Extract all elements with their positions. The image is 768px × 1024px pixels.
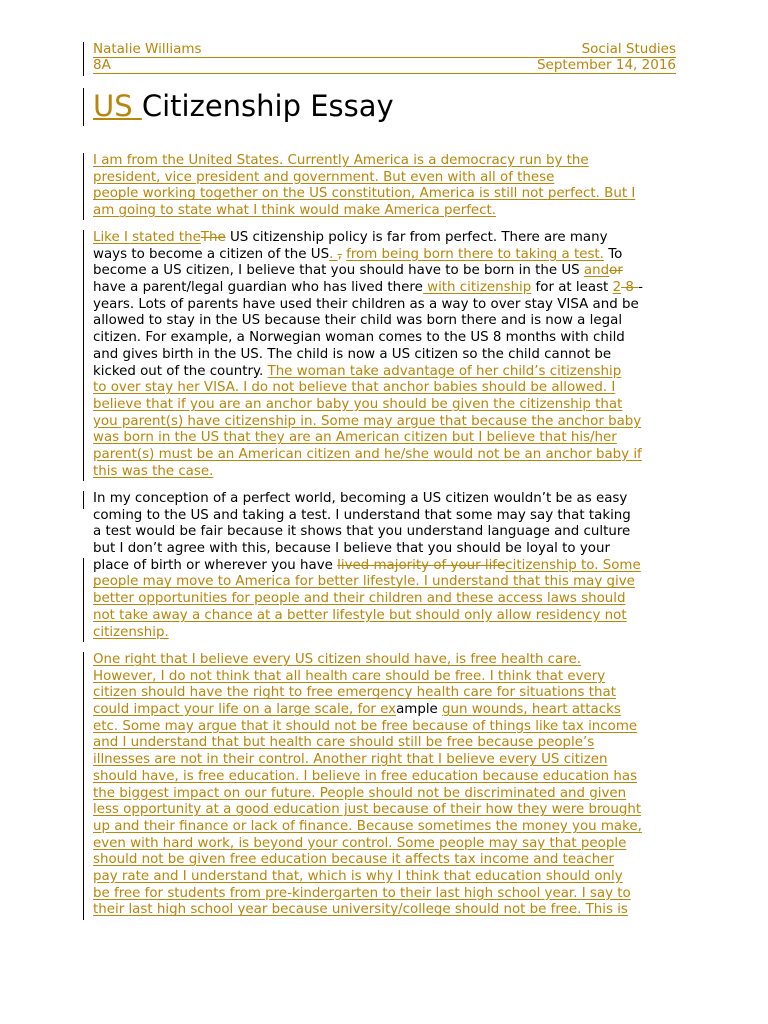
p4-line: However, I do not think that all health care should be free. I think that every [93,668,606,684]
p4-line: should have, is free education. I believe in free education because education has [93,768,638,784]
p2-inserted-line: parent(s) must be an American citizen and he/she would not be an anchor baby if [93,446,642,462]
p4-line: up and their finance or lack of finance. Because sometimes the money you make, [93,818,642,834]
p2-line-3 [93,263,683,280]
p4-line: even with hard work, is beyond your control. Some people may say that people [93,835,627,851]
p4-line: should not be given free education because it affects tax income and teacher [93,852,614,868]
p2-inserted-line: to over stay her VISA. I do not believe that anchor babies should be allowed. I [93,380,616,396]
p3-line: coming to the US and taking a test. I understand that some may say that taking [93,507,631,523]
paragraph-2 [93,230,683,480]
body-text: become a US citizen, I believe that you should have to be born in the US [93,263,584,279]
body-text: have a parent/legal guardian who has lived there [93,280,423,296]
p4-line: pay rate and I understand that, which is why I think that education should only [93,868,623,884]
change-bar-title [83,88,84,126]
change-bar-p2 [83,230,84,481]
p4-line: One right that I believe every US citizen should have, is free health care. [93,652,581,667]
change-bar-p4 [83,652,84,920]
change-bar-header [83,42,84,76]
p4-line: the biggest impact on our future. People should not be discriminated and given [93,785,627,801]
p2-inserted-line: was born in the US that they are an American citizen but I believe that his/her [93,430,617,446]
header-line-2 [93,58,676,74]
inserted-text: gun wounds, heart attacks [442,702,621,718]
p2-line-8: and gives birth in the US. The child is now a US citizen so the child cannot be [93,346,612,362]
document-header [93,42,676,76]
p1-line: president, vice president and government. But even with all of these [93,169,555,185]
inserted-text: and [583,263,610,279]
change-bar-p3b [83,558,84,642]
p2-line-7: citizen. For example, a Norwegian woman comes to the US 8 months with child [93,330,625,346]
title-text: Citizenship Essay [141,89,394,123]
p2-line-1 [93,230,683,247]
header-line-1 [93,42,676,58]
p2-line-2 [93,247,683,264]
p2-inserted-line: this was the case. [93,463,214,479]
date-label: September 14, 2016 [536,57,676,73]
p4-line: less opportunity at a good education just because of their how they were brought [93,802,642,818]
paragraph-4 [93,652,683,919]
body-text: for at least [531,280,613,296]
p1-line: people working together on the US constitution, America is still not perfect. But I [93,186,636,202]
p3-line: but I don’t agree with this, because I believe that you should be loyal to your [93,541,610,557]
page-title [93,86,394,126]
inserted-text: Like I stated the [93,230,201,245]
inserted-text: citizenship to. Some [505,557,641,573]
p4-line: their last high school year because university/college should not be free. This is [93,902,628,918]
body-text: ample [396,702,443,718]
change-bar-p3 [83,491,84,509]
change-bar-p1 [83,153,84,220]
p3-line: In my conception of a perfect world, becoming a US citizen wouldn’t be as easy [93,491,628,506]
inserted-text: with citizenship [422,280,532,296]
p3-line: a test would be fair because it shows that you understand language and culture [93,524,631,540]
deleted-text: lived majority of your life [337,557,506,573]
deleted-text: 8 [621,280,639,296]
subject-name: Social Studies [581,41,676,57]
p4-line: citizen should have the right to free emergency health care for situations that [93,685,616,701]
p3-inserted-line: not take away a chance at a better lifestyle but should only allow residency not [93,607,627,623]
p2-line-5: years. Lots of parents have used their children as a way to over stay VISA and be [93,296,639,312]
p1-line: I am from the United States. Currently America is a democracy run by the [93,153,589,168]
p2-line-9 [93,364,683,381]
p4-line: etc. Some may argue that it should not be free because of things like tax income [93,718,638,734]
p2-inserted-line: you parent(s) have citizenship in. Some may argue that because the anchor baby [93,413,642,429]
p4-line-4 [93,702,683,719]
p1-line: am going to state what I think would make America perfect. [93,203,497,219]
body-text: US citizenship policy is far from perfect. There are many [225,230,608,245]
p3-inserted-line: citizenship. [93,624,169,640]
body-text: kicked out of the country. [93,363,268,379]
inserted-text: The woman take advantage of her child’s citizenship [267,363,622,379]
p4-line: illnesses are not in their control. Another right that I believe every US citizen [93,752,608,768]
p2-inserted-line: believe that if you are an anchor baby you should be given the citizenship that [93,396,623,412]
inserted-text: from being born there to taking a test. [346,246,604,262]
inserted-text: could impact your life on a large scale, for ex [93,702,397,718]
body-text: - [638,280,643,296]
p2-line-4 [93,280,683,297]
deleted-text: The [200,230,226,245]
p4-line: be free for students from pre-kindergarten to their last high school year. I say to [93,885,631,901]
p3-inserted-line: better opportunities for people and their children and these access laws should [93,591,626,607]
deleted-text: , [337,246,342,262]
paragraph-1 [93,153,683,220]
p2-line-6: allowed to stay in the US because their child was born there and is now a legal [93,313,623,329]
p3-inserted-line: people may move to America for better lifestyle. I understand that this may give [93,574,635,590]
inserted-text: . [329,246,338,262]
p3-line-5 [93,558,683,575]
p4-line: and I understand that but health care should still be free because people’s [93,735,595,751]
author-name: Natalie Williams [93,41,202,57]
body-text: To [603,246,623,262]
inserted-text: 2 [612,280,622,296]
paragraph-3 [93,491,683,641]
title-inserted-text: US [93,89,142,123]
body-text: ways to become a citizen of the US [93,246,330,262]
grade-label: 8A [93,57,111,73]
body-text: place of birth or wherever you have [93,557,338,573]
deleted-text: or [609,263,623,279]
